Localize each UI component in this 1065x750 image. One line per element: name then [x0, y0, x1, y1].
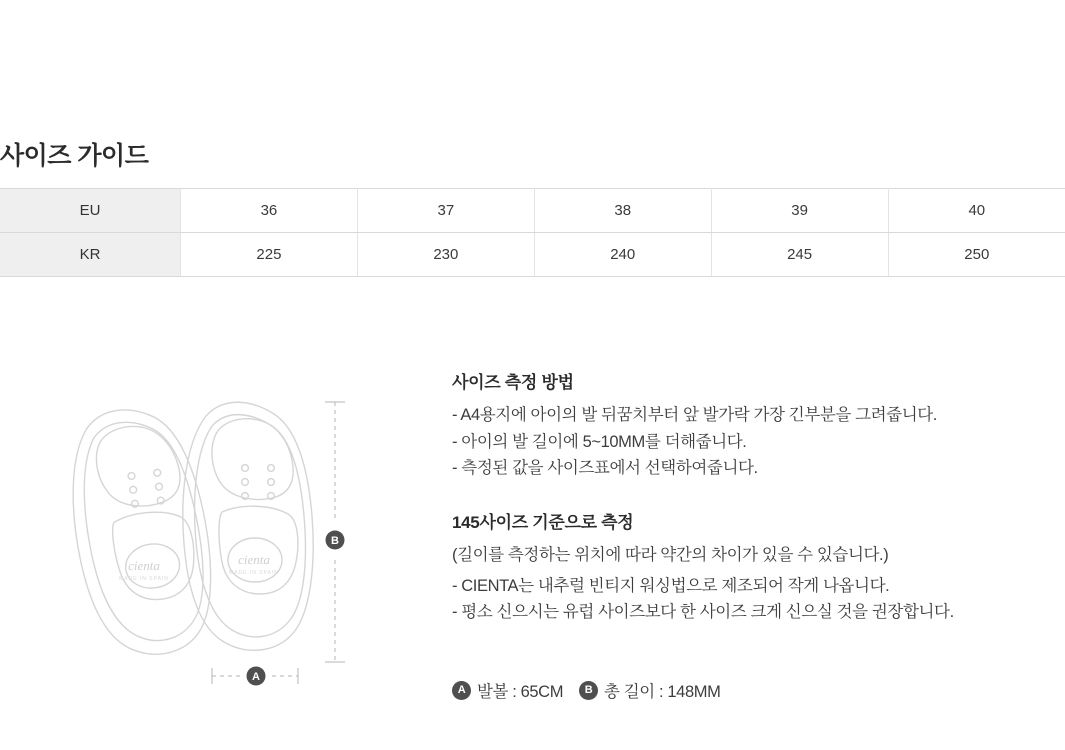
table-cell: 37: [357, 189, 534, 233]
table-cell: 240: [534, 233, 711, 277]
legend: [452, 678, 720, 702]
table-cell: 38: [534, 189, 711, 233]
brand-subtext-right: MADE IN SPAIN: [229, 570, 279, 576]
table-row-header-kr: KR: [0, 233, 181, 277]
legend-item-a: [452, 678, 563, 702]
table-cell: 245: [711, 233, 888, 277]
measure-line: - A4용지에 아이의 발 뒤꿈치부터 앞 발가락 가장 긴부분을 그려줍니다.: [452, 406, 937, 424]
standard-line: - CIENTA는 내추럴 빈티지 워싱법으로 제조되어 작게 나옵니다.: [452, 576, 890, 595]
size-guide-table: [0, 188, 1065, 277]
table-cell: 230: [357, 233, 534, 277]
table-cell: 225: [181, 233, 358, 277]
brand-text-left: cienta: [128, 558, 160, 573]
shoe-diagram-svg: [40, 370, 420, 690]
table-cell: 40: [888, 189, 1065, 233]
table-row: [0, 233, 1065, 277]
page-title: 사이즈 가이드: [0, 142, 149, 170]
standard-note: (길이를 측정하는 위치에 따라 약간의 차이가 있을 수 있습니다.): [452, 546, 889, 565]
measure-line: - 측정된 값을 사이즈표에서 선택하여줍니다.: [452, 459, 758, 478]
shoe-measurement-illustration: [40, 370, 420, 690]
measure-heading: 사이즈 측정 방법: [452, 373, 574, 392]
marker-a-label: A: [252, 671, 260, 683]
legend-badge-b-icon: B: [579, 681, 598, 700]
table-row-header-eu: EU: [0, 189, 181, 233]
standard-line: - 평소 신으시는 유럽 사이즈보다 한 사이즈 크게 신으실 것을 권장합니다.: [452, 603, 954, 622]
legend-label-b: 총 길이 : 148MM: [604, 683, 721, 701]
marker-b-label: B: [331, 535, 339, 547]
legend-item-b: [579, 678, 720, 702]
brand-text-right: cienta: [238, 552, 270, 567]
legend-label-a: 발볼 : 65CM: [477, 683, 564, 701]
measure-line: - 아이의 발 길이에 5~10MM를 더해줍니다.: [452, 432, 747, 451]
table-row: [0, 189, 1065, 233]
brand-subtext-left: MADE IN SPAIN: [119, 576, 169, 582]
measurement-info: [452, 368, 1052, 626]
spacer: [452, 482, 1052, 508]
table-cell: 39: [711, 189, 888, 233]
table-cell: 36: [181, 189, 358, 233]
table-cell: 250: [888, 233, 1065, 277]
standard-heading: 145사이즈 기준으로 측정: [452, 513, 634, 533]
legend-badge-a-icon: A: [452, 681, 471, 700]
